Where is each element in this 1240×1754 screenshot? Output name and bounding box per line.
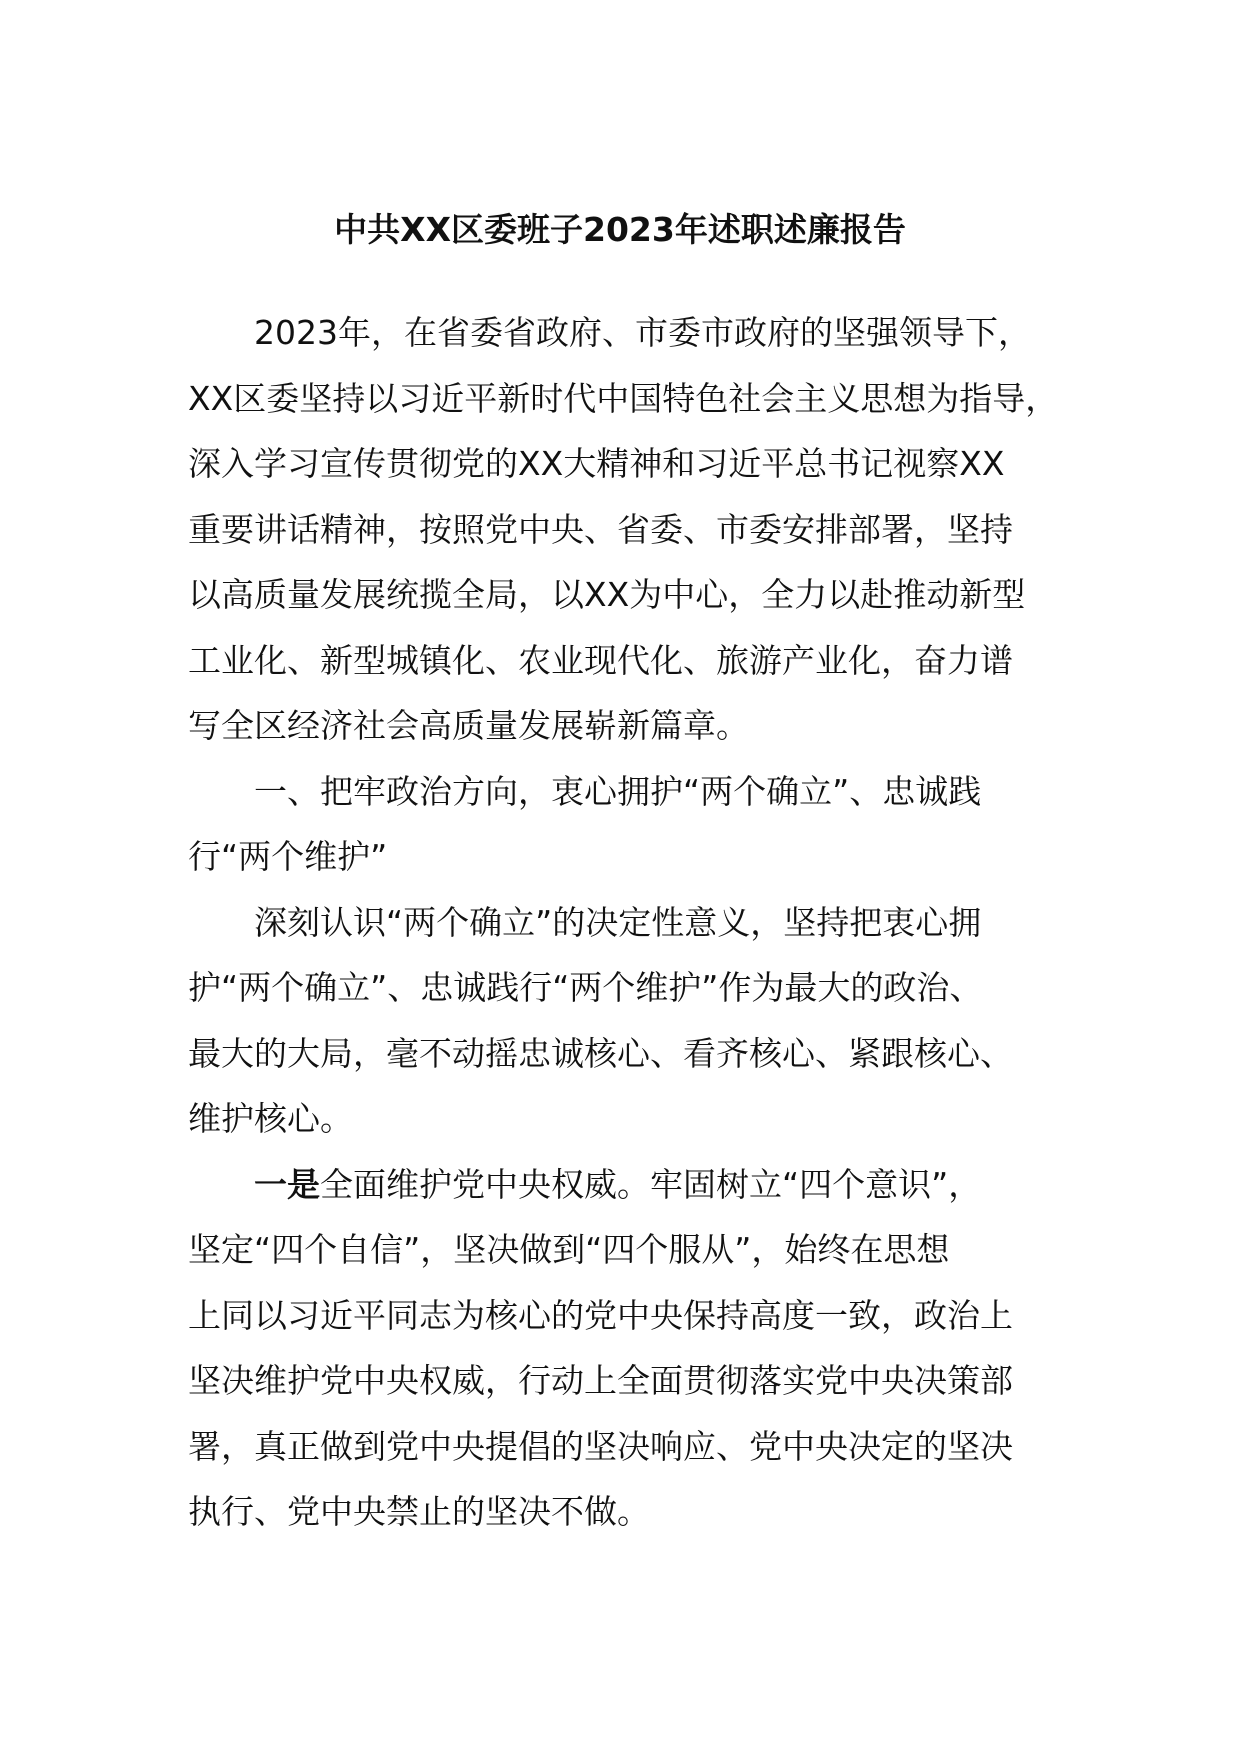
paragraph-line: 最大的大局，毫不动摇忠诚核心、看齐核心、紧跟核心、 — [188, 1033, 1013, 1073]
paragraph-line: 深入学习宣传贯彻党的XX大精神和习近平总书记视察XX — [188, 444, 1005, 483]
paragraph-line: 上同以习近平同志为核心的党中央保持高度一致，政治上 — [188, 1295, 1013, 1335]
paragraph-line: 维护核心。 — [188, 1099, 353, 1138]
paragraph-line: XX区委坚持以习近平新时代中国特色社会主义思想为指导， — [188, 378, 1059, 418]
bold-lead-text: 一是 — [254, 1164, 320, 1204]
section-heading-line: 一、把牢政治方向，衷心拥护“两个确立”、忠诚践 — [254, 771, 982, 811]
paragraph-line: 写全区经济社会高质量发展崭新篇章。 — [188, 706, 749, 745]
paragraph-line: 坚定“四个自信”，坚决做到“四个服从”，始终在思想 — [188, 1230, 950, 1269]
paragraph-line: 以高质量发展统揽全局，以XX为中心，全力以赴推动新型 — [188, 575, 1026, 614]
paragraph-line-text: 全面维护党中央权威。牢固树立“四个意识”， — [320, 1164, 982, 1204]
paragraph-line: 重要讲话精神，按照党中央、省委、市委安排部署，坚持 — [188, 509, 1013, 549]
document-title: 中共XX区委班子2023年述职述廉报告 — [334, 210, 906, 249]
paragraph-line: 工业化、新型城镇化、农业现代化、旅游产业化，奋力谱 — [188, 640, 1013, 680]
paragraph-line: 署，真正做到党中央提倡的坚决响应、党中央决定的坚决 — [188, 1426, 1013, 1466]
section-heading-line: 行“两个维护” — [188, 837, 388, 876]
document-body — [188, 300, 1088, 1545]
paragraph-line: 执行、党中央禁止的坚决不做。 — [188, 1492, 650, 1531]
paragraph-line: 深刻认识“两个确立”的决定性意义，坚持把衷心拥 — [254, 902, 982, 942]
paragraph-line: 护“两个确立”、忠诚践行“两个维护”作为最大的政治、 — [188, 968, 983, 1007]
paragraph-line: 坚决维护党中央权威，行动上全面贯彻落实党中央决策部 — [188, 1361, 1013, 1400]
paragraph-line — [188, 1152, 1088, 1218]
paragraph-line: 2023年，在省委省政府、市委市政府的坚强领导下， — [254, 313, 1031, 352]
